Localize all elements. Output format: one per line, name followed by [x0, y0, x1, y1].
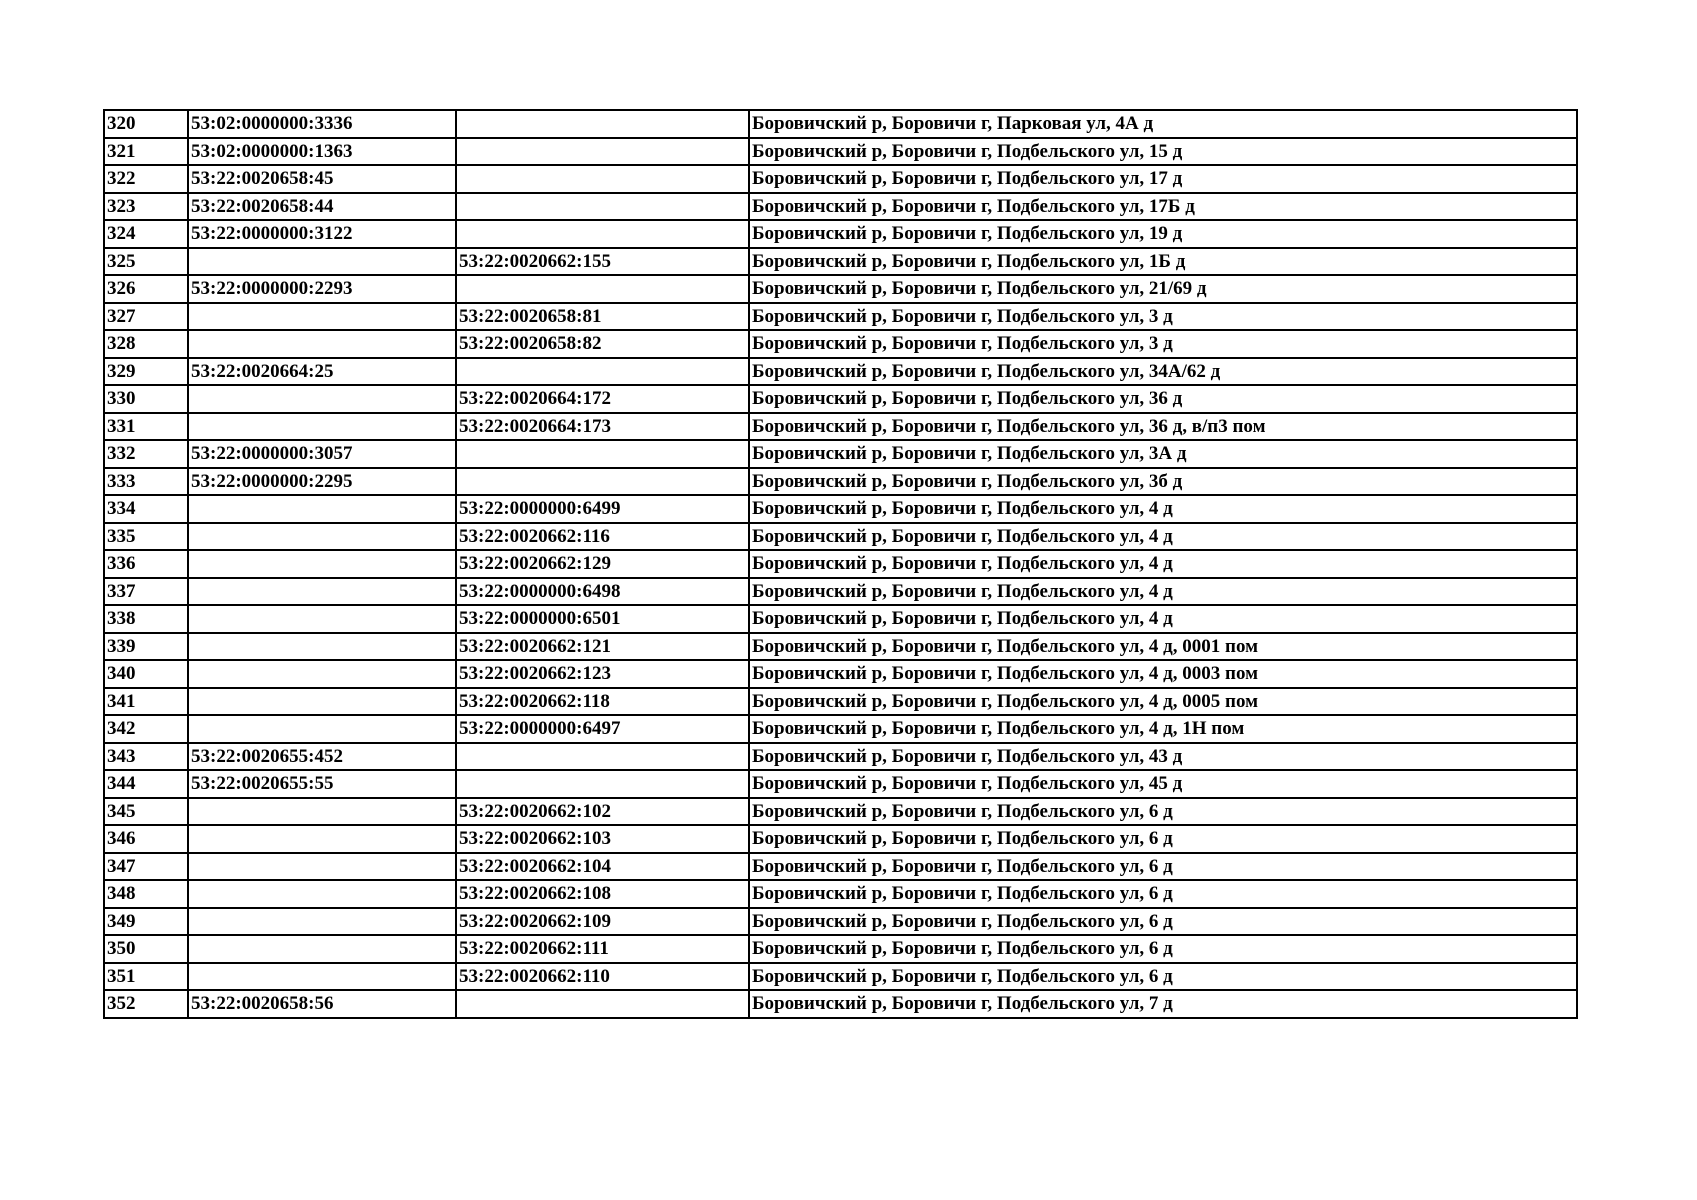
cadastral-number-premises-cell: 53:22:0020662:110 — [456, 963, 749, 991]
table-row — [104, 110, 1577, 138]
address-cell: Боровичский р, Боровичи г, Подбельского ул, 45 д — [749, 770, 1577, 798]
address-cell: Боровичский р, Боровичи г, Подбельского ул, 6 д — [749, 853, 1577, 881]
row-number-cell: 324 — [104, 220, 188, 248]
cadastral-number-premises-cell: 53:22:0020662:118 — [456, 688, 749, 716]
cadastral-number-premises-cell: 53:22:0020662:109 — [456, 908, 749, 936]
address-cell: Боровичский р, Боровичи г, Подбельского ул, 4 д, 0001 пом — [749, 633, 1577, 661]
row-number-cell: 333 — [104, 468, 188, 496]
cadastral-number-premises-cell — [456, 110, 749, 138]
table-row — [104, 440, 1577, 468]
cadastral-number-building-cell: 53:22:0020655:452 — [188, 743, 456, 771]
row-number-cell: 346 — [104, 825, 188, 853]
table-row — [104, 138, 1577, 166]
table-row — [104, 963, 1577, 991]
address-cell: Боровичский р, Боровичи г, Подбельского ул, 36 д, в/п3 пом — [749, 413, 1577, 441]
row-number-cell: 337 — [104, 578, 188, 606]
address-cell: Боровичский р, Боровичи г, Подбельского ул, 17 д — [749, 165, 1577, 193]
row-number-cell: 345 — [104, 798, 188, 826]
cadastral-number-premises-cell — [456, 220, 749, 248]
address-cell: Боровичский р, Боровичи г, Подбельского ул, 4 д — [749, 523, 1577, 551]
cadastral-number-premises-cell: 53:22:0020662:116 — [456, 523, 749, 551]
table-row — [104, 798, 1577, 826]
cadastral-number-premises-cell: 53:22:0020662:123 — [456, 660, 749, 688]
table-row — [104, 825, 1577, 853]
table-row — [104, 578, 1577, 606]
cadastral-number-premises-cell: 53:22:0020662:155 — [456, 248, 749, 276]
row-number-cell: 322 — [104, 165, 188, 193]
cadastral-number-premises-cell — [456, 990, 749, 1018]
row-number-cell: 351 — [104, 963, 188, 991]
cadastral-number-building-cell — [188, 825, 456, 853]
row-number-cell: 335 — [104, 523, 188, 551]
cadastral-number-premises-cell: 53:22:0020658:82 — [456, 330, 749, 358]
row-number-cell: 327 — [104, 303, 188, 331]
row-number-cell: 347 — [104, 853, 188, 881]
table-row — [104, 880, 1577, 908]
address-cell: Боровичский р, Боровичи г, Подбельского ул, 6 д — [749, 963, 1577, 991]
table-row — [104, 523, 1577, 551]
table-row — [104, 770, 1577, 798]
cadastral-number-building-cell: 53:22:0000000:3122 — [188, 220, 456, 248]
address-cell: Боровичский р, Боровичи г, Подбельского ул, 4 д, 0005 пом — [749, 688, 1577, 716]
row-number-cell: 349 — [104, 908, 188, 936]
row-number-cell: 348 — [104, 880, 188, 908]
row-number-cell: 320 — [104, 110, 188, 138]
row-number-cell: 344 — [104, 770, 188, 798]
cadastral-number-premises-cell — [456, 358, 749, 386]
cadastral-number-building-cell: 53:22:0000000:2293 — [188, 275, 456, 303]
cadastral-number-premises-cell — [456, 440, 749, 468]
cadastral-number-premises-cell: 53:22:0000000:6498 — [456, 578, 749, 606]
row-number-cell: 350 — [104, 935, 188, 963]
cadastral-number-building-cell: 53:02:0000000:3336 — [188, 110, 456, 138]
row-number-cell: 342 — [104, 715, 188, 743]
table-row — [104, 413, 1577, 441]
row-number-cell: 340 — [104, 660, 188, 688]
table-row — [104, 220, 1577, 248]
cadastral-number-building-cell — [188, 330, 456, 358]
table-row — [104, 330, 1577, 358]
cadastral-number-premises-cell: 53:22:0000000:6497 — [456, 715, 749, 743]
address-cell: Боровичский р, Боровичи г, Подбельского ул, 4 д — [749, 495, 1577, 523]
cadastral-number-building-cell: 53:22:0000000:3057 — [188, 440, 456, 468]
cadastral-number-building-cell — [188, 550, 456, 578]
cadastral-number-premises-cell: 53:22:0000000:6499 — [456, 495, 749, 523]
address-cell: Боровичский р, Боровичи г, Подбельского ул, 4 д, 1Н пом — [749, 715, 1577, 743]
row-number-cell: 332 — [104, 440, 188, 468]
cadastral-number-premises-cell — [456, 275, 749, 303]
cadastral-number-premises-cell — [456, 770, 749, 798]
cadastral-number-building-cell: 53:22:0020658:45 — [188, 165, 456, 193]
address-cell: Боровичский р, Боровичи г, Подбельского ул, 21/69 д — [749, 275, 1577, 303]
table-row — [104, 743, 1577, 771]
table-row — [104, 660, 1577, 688]
row-number-cell: 326 — [104, 275, 188, 303]
address-cell: Боровичский р, Боровичи г, Подбельского ул, 6 д — [749, 908, 1577, 936]
cadastral-number-premises-cell: 53:22:0020662:121 — [456, 633, 749, 661]
table-row — [104, 385, 1577, 413]
address-cell: Боровичский р, Боровичи г, Подбельского ул, 3А д — [749, 440, 1577, 468]
address-cell: Боровичский р, Боровичи г, Подбельского ул, 43 д — [749, 743, 1577, 771]
table-row — [104, 248, 1577, 276]
address-cell: Боровичский р, Боровичи г, Подбельского ул, 34А/62 д — [749, 358, 1577, 386]
address-cell: Боровичский р, Боровичи г, Подбельского ул, 7 д — [749, 990, 1577, 1018]
table-row — [104, 468, 1577, 496]
cadastral-number-building-cell — [188, 578, 456, 606]
cadastral-number-building-cell — [188, 880, 456, 908]
cadastral-number-building-cell: 53:22:0000000:2295 — [188, 468, 456, 496]
cadastral-number-premises-cell — [456, 193, 749, 221]
row-number-cell: 339 — [104, 633, 188, 661]
row-number-cell: 325 — [104, 248, 188, 276]
table-body — [104, 110, 1577, 1018]
table-row — [104, 495, 1577, 523]
address-cell: Боровичский р, Боровичи г, Подбельского ул, 3 д — [749, 303, 1577, 331]
table-row — [104, 990, 1577, 1018]
row-number-cell: 336 — [104, 550, 188, 578]
table-row — [104, 853, 1577, 881]
table-row — [104, 633, 1577, 661]
address-cell: Боровичский р, Боровичи г, Подбельского ул, 19 д — [749, 220, 1577, 248]
address-cell: Боровичский р, Боровичи г, Подбельского ул, 36 д — [749, 385, 1577, 413]
cadastral-number-premises-cell: 53:22:0020662:108 — [456, 880, 749, 908]
table-row — [104, 688, 1577, 716]
cadastral-number-premises-cell — [456, 743, 749, 771]
cadastral-number-building-cell — [188, 688, 456, 716]
cadastral-number-building-cell — [188, 248, 456, 276]
address-cell: Боровичский р, Боровичи г, Подбельского ул, 6 д — [749, 880, 1577, 908]
cadastral-number-premises-cell — [456, 468, 749, 496]
cadastral-number-building-cell — [188, 413, 456, 441]
cadastral-number-premises-cell: 53:22:0000000:6501 — [456, 605, 749, 633]
cadastral-number-building-cell — [188, 853, 456, 881]
cadastral-number-building-cell — [188, 935, 456, 963]
row-number-cell: 352 — [104, 990, 188, 1018]
table-row — [104, 165, 1577, 193]
cadastral-number-building-cell: 53:22:0020658:44 — [188, 193, 456, 221]
cadastral-number-building-cell — [188, 963, 456, 991]
cadastral-number-premises-cell: 53:22:0020664:173 — [456, 413, 749, 441]
row-number-cell: 321 — [104, 138, 188, 166]
cadastral-number-premises-cell: 53:22:0020662:129 — [456, 550, 749, 578]
cadastral-number-building-cell: 53:22:0020664:25 — [188, 358, 456, 386]
cadastral-number-building-cell — [188, 633, 456, 661]
row-number-cell: 328 — [104, 330, 188, 358]
address-cell: Боровичский р, Боровичи г, Подбельского ул, 3 д — [749, 330, 1577, 358]
cadastral-number-building-cell — [188, 385, 456, 413]
table-row — [104, 935, 1577, 963]
address-cell: Боровичский р, Боровичи г, Подбельского ул, 15 д — [749, 138, 1577, 166]
cadastral-number-building-cell — [188, 605, 456, 633]
address-cell: Боровичский р, Боровичи г, Подбельского ул, 4 д — [749, 605, 1577, 633]
cadastral-number-premises-cell: 53:22:0020662:102 — [456, 798, 749, 826]
address-cell: Боровичский р, Боровичи г, Подбельского ул, 4 д — [749, 550, 1577, 578]
row-number-cell: 329 — [104, 358, 188, 386]
cadastral-number-building-cell — [188, 303, 456, 331]
cadastral-number-premises-cell: 53:22:0020664:172 — [456, 385, 749, 413]
cadastral-number-premises-cell: 53:22:0020662:103 — [456, 825, 749, 853]
row-number-cell: 341 — [104, 688, 188, 716]
cadastral-number-building-cell — [188, 523, 456, 551]
row-number-cell: 331 — [104, 413, 188, 441]
address-cell: Боровичский р, Боровичи г, Подбельского ул, 1Б д — [749, 248, 1577, 276]
cadastral-number-building-cell: 53:22:0020655:55 — [188, 770, 456, 798]
row-number-cell: 323 — [104, 193, 188, 221]
cadastral-number-premises-cell: 53:22:0020662:111 — [456, 935, 749, 963]
address-cell: Боровичский р, Боровичи г, Подбельского ул, 6 д — [749, 825, 1577, 853]
row-number-cell: 330 — [104, 385, 188, 413]
table-row — [104, 193, 1577, 221]
cadastral-number-building-cell — [188, 908, 456, 936]
address-cell: Боровичский р, Боровичи г, Подбельского ул, 6 д — [749, 798, 1577, 826]
cadastral-number-building-cell — [188, 715, 456, 743]
table-row — [104, 303, 1577, 331]
row-number-cell: 338 — [104, 605, 188, 633]
address-cell: Боровичский р, Боровичи г, Подбельского ул, 17Б д — [749, 193, 1577, 221]
address-cell: Боровичский р, Боровичи г, Подбельского ул, 3б д — [749, 468, 1577, 496]
table-row — [104, 550, 1577, 578]
address-cell: Боровичский р, Боровичи г, Парковая ул, 4А д — [749, 110, 1577, 138]
table-row — [104, 908, 1577, 936]
table-row — [104, 605, 1577, 633]
cadastral-number-building-cell — [188, 660, 456, 688]
table-row — [104, 358, 1577, 386]
cadastral-number-premises-cell: 53:22:0020658:81 — [456, 303, 749, 331]
cadastral-number-building-cell: 53:02:0000000:1363 — [188, 138, 456, 166]
table-row — [104, 275, 1577, 303]
address-cell: Боровичский р, Боровичи г, Подбельского ул, 4 д — [749, 578, 1577, 606]
cadastral-number-premises-cell: 53:22:0020662:104 — [456, 853, 749, 881]
cadastral-number-building-cell — [188, 798, 456, 826]
cadastral-number-premises-cell — [456, 138, 749, 166]
cadastral-number-premises-cell — [456, 165, 749, 193]
row-number-cell: 334 — [104, 495, 188, 523]
cadastral-number-building-cell: 53:22:0020658:56 — [188, 990, 456, 1018]
address-cell: Боровичский р, Боровичи г, Подбельского ул, 4 д, 0003 пом — [749, 660, 1577, 688]
address-cell: Боровичский р, Боровичи г, Подбельского ул, 6 д — [749, 935, 1577, 963]
row-number-cell: 343 — [104, 743, 188, 771]
property-table — [103, 109, 1578, 1019]
cadastral-number-building-cell — [188, 495, 456, 523]
table-row — [104, 715, 1577, 743]
